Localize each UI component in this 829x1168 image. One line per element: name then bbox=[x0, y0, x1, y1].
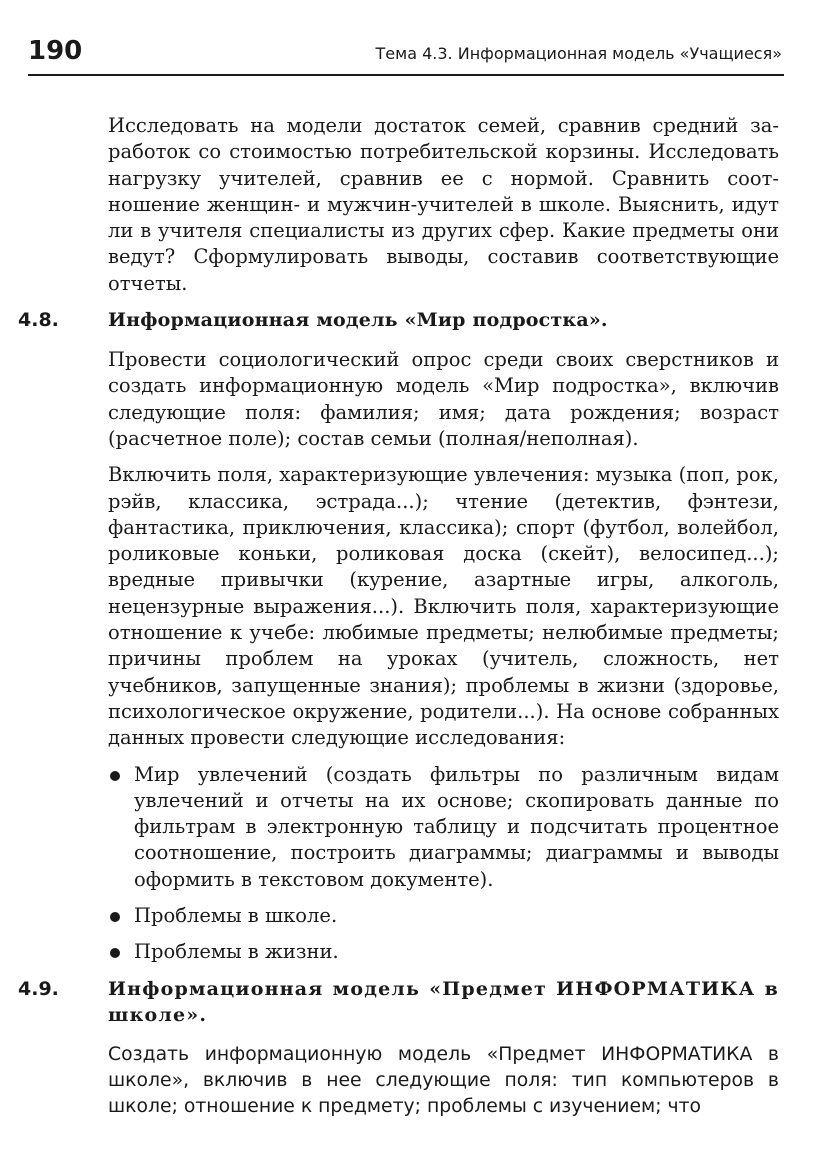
bullet-item bbox=[108, 903, 779, 929]
bullet-item bbox=[108, 939, 779, 965]
bullet-item bbox=[108, 762, 779, 893]
section-4-8 bbox=[18, 307, 779, 966]
bullet-text: Проблемы в жизни. bbox=[134, 940, 339, 964]
bullet-text: Проблемы в школе. bbox=[134, 904, 338, 928]
section-4-9 bbox=[18, 976, 779, 1121]
bullet-list bbox=[108, 762, 779, 966]
bullet-icon bbox=[110, 771, 120, 781]
bullet-icon bbox=[110, 912, 120, 922]
bullet-icon bbox=[110, 948, 120, 958]
section-paragraph: Провести социологический опрос среди своих сверстников и создать информационную модель «Мир подростка», включив следующие поля: фамилия; имя; дата рождения; возраст (расчетное поле); состав семьи (полная/неполная). bbox=[108, 348, 779, 450]
section-paragraph: Создать информационную модель «Предмет ИНФОРМАТИКА в школе», включив в нее следующие поля: тип компьютеров в школе; отношение к предмету; проблемы с изучением; что bbox=[108, 1043, 779, 1118]
section-number: 4.8. bbox=[18, 309, 59, 332]
intro-paragraph: Исследовать на модели достаток семей, сравнив средний заработок со стоимостью потребительской корзины. Исследовать нагрузку учителей, сравнив ее с нормой. Сравнить соотношение женщин- и мужчин-учителей в школе. Выяснить, идут ли в учителя специалисты из других сфер. Какие предметы они ведут? Сформулировать выводы, составив соответствующие отчеты. bbox=[108, 114, 779, 295]
page-content bbox=[18, 113, 779, 1121]
section-title: Информационная модель «Предмет ИНФОРМАТИКА в школе». bbox=[108, 977, 779, 1026]
section-paragraph: Включить поля, характеризующие увлечения: музыка (поп, рок, рэйв, классика, эстрада...); чтение (детектив, фэнтези, фантастика, приключения, классика); спорт (футбол, волейбол, роликовые коньки, роликовая доска (скейт), велосипед...); вредные привычки (курение, азартные игры, алкоголь, нецензурные выражения...). Включить поля, характеризующие отношение к учебе: любимые предметы; нелюбимые предметы; причины проблем на уроках (учитель, сложность, нет учебников, запущенные знания); проблемы в жизни (здоровье, психологическое окружение, родители...). На основе собранных данных провести следующие исследования: bbox=[108, 463, 779, 750]
section-number: 4.9. bbox=[18, 977, 59, 1000]
page-header bbox=[28, 34, 784, 76]
running-head: Тема 4.3. Информационная модель «Учащиеся» bbox=[375, 44, 782, 63]
bullet-text: Мир увлечений (создать фильтры по различным видам увлечений и отчеты на их основе; скопировать данные по фильтрам в электронную таблицу и подсчитать процентное соотношение, построить диаграммы; диаграммы и выводы оформить в текстовом документе). bbox=[134, 762, 779, 891]
section-title: Информационная модель «Мир подростка». bbox=[108, 309, 608, 332]
page-number: 190 bbox=[28, 36, 83, 66]
